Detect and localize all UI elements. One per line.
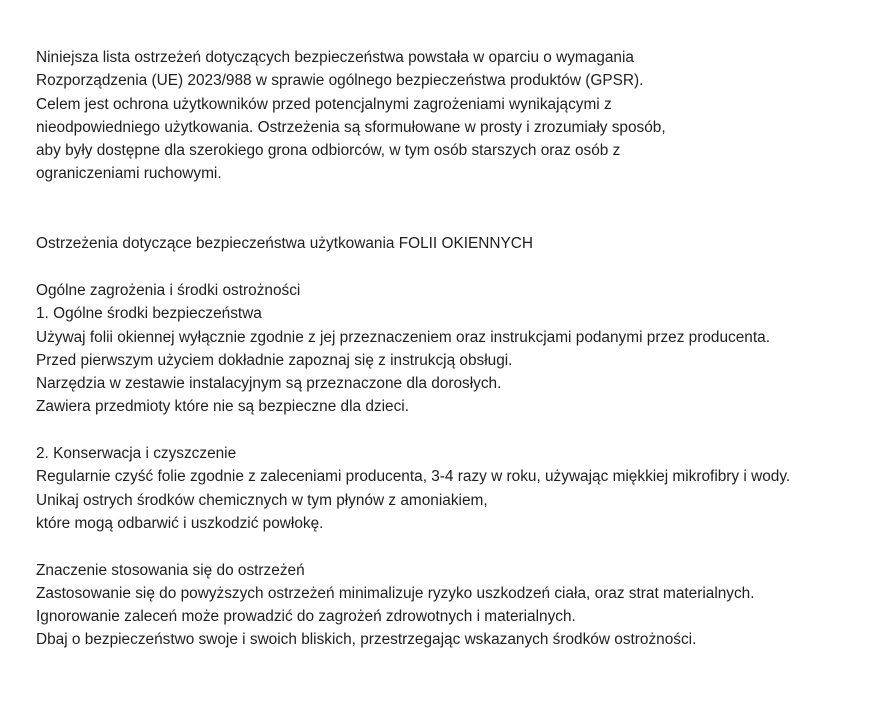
intro-line: nieodpowiedniego użytkowania. Ostrzeżenia są sformułowane w prosty i zrozumiały sposób, [36,118,666,136]
section-line: Regularnie czyść folie zgodnie z zaleceniami producenta, 3-4 razy w roku, używając miękkiej mikrofibry i wody. [36,468,791,486]
section-heading: Znaczenie stosowania się do ostrzeżeń [36,561,305,579]
intro-line: Celem jest ochrona użytkowników przed potencjalnymi zagrożeniami wynikającymi z [36,95,612,113]
intro-line: Rozporządzenia (UE) 2023/988 w sprawie ogólnego bezpieczeństwa produktów (GPSR). [36,72,644,90]
section-heading: 1. Ogólne środki bezpieczeństwa [36,305,262,323]
section-line: Dbaj o bezpieczeństwo swoje i swoich bliskich, przestrzegając wskazanych środków ostrożności. [36,631,697,649]
spacer [36,419,866,442]
section-line: Narzędzia w zestawie instalacyjnym są przeznaczone dla dorosłych. [36,375,502,393]
section-line: Przed pierwszym użyciem dokładnie zapoznaj się z instrukcją obsługi. [36,351,513,369]
section-line: Zastosowanie się do powyższych ostrzeżeń minimalizuje ryzyko uszkodzeń ciała, oraz strat materialnych. [36,584,755,602]
intro-line: aby były dostępne dla szerokiego grona odbiorców, w tym osób starszych oraz osób z [36,142,621,160]
section-line: które mogą odbarwić i uszkodzić powłokę. [36,514,324,532]
section-general-safety [36,302,866,418]
document-title: Ostrzeżenia dotyczące bezpieczeństwa użytkowania FOLII OKIENNYCH [36,235,533,253]
spacer [36,535,866,558]
intro-line: ograniczeniami ruchowymi. [36,165,222,183]
section-line: Używaj folii okiennej wyłącznie zgodnie z jej przeznaczeniem oraz instrukcjami podanymi przez producenta. [36,328,770,346]
intro-paragraph [36,46,866,186]
section-maintenance [36,442,866,535]
spacer [36,256,866,279]
intro-line: Niniejsza lista ostrzeżeń dotyczących bezpieczeństwa powstała w oparciu o wymagania [36,49,634,66]
section-line: Unikaj ostrych środków chemicznych w tym płynów z amoniakiem, [36,491,488,509]
spacer [36,186,866,233]
general-heading: Ogólne zagrożenia i środki ostrożności [36,281,301,299]
section-importance [36,559,866,652]
section-line: Zawiera przedmioty które nie są bezpieczne dla dzieci. [36,398,409,416]
section-line: Ignorowanie zaleceń może prowadzić do zagrożeń zdrowotnych i materialnych. [36,608,576,626]
document-body [36,46,866,652]
section-heading: 2. Konserwacja i czyszczenie [36,445,237,463]
